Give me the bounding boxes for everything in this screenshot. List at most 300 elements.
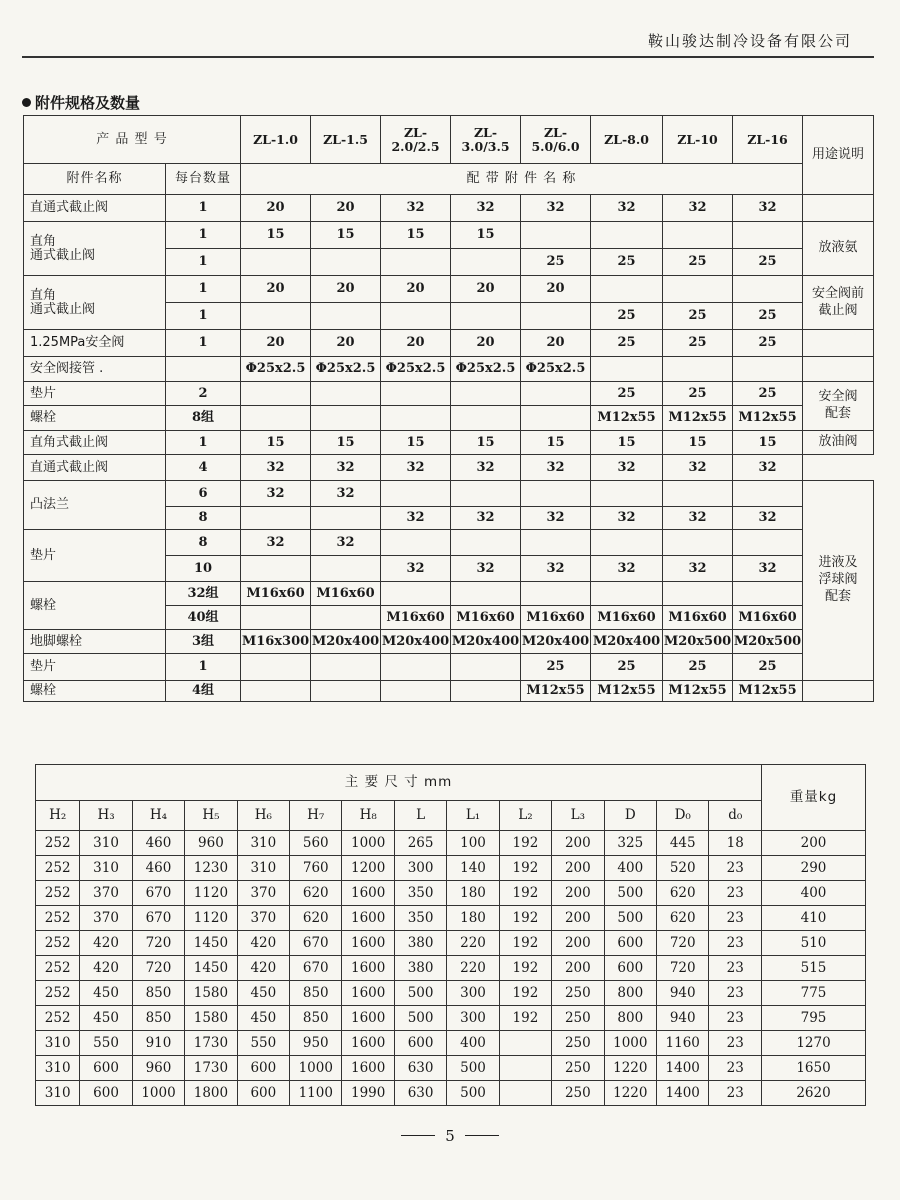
value-cell: 32 [591, 455, 663, 481]
value-cell: 25 [591, 330, 663, 357]
accessory-name: 直通式截止阀 [24, 195, 166, 222]
table-row [36, 1031, 866, 1056]
dimension-cell: 252 [36, 906, 80, 931]
value-cell: Φ25x2.5 [521, 357, 591, 382]
use-cell-empty [803, 195, 874, 222]
dimension-cell: 1120 [185, 906, 237, 931]
value-cell [311, 681, 381, 702]
dimension-cell: 460 [132, 831, 184, 856]
dimension-cell: 940 [657, 981, 709, 1006]
value-cell: M16x60 [451, 606, 521, 630]
table-row [24, 164, 874, 195]
dimension-cell: 200 [552, 906, 604, 931]
dimension-cell: 23 [709, 981, 762, 1006]
dimension-column-header: H₆ [237, 801, 289, 831]
value-cell: Φ25x2.5 [381, 357, 451, 382]
dimension-cell: 200 [552, 856, 604, 881]
value-cell: 32 [451, 195, 521, 222]
model-cell: ZL- 3.0/3.5 [451, 116, 521, 164]
dimension-cell: 670 [132, 906, 184, 931]
dimension-cell: 220 [447, 931, 499, 956]
value-cell: 32 [381, 556, 451, 582]
dimension-cell: 620 [290, 906, 342, 931]
dimension-column-header: D₀ [657, 801, 709, 831]
value-cell: 20 [311, 276, 381, 303]
use-cell-empty [803, 681, 874, 702]
accessory-name: 直通式截止阀 [24, 455, 166, 481]
dimension-cell: 265 [394, 831, 446, 856]
use-cell: 放油阀 [803, 431, 874, 455]
dimension-cell: 450 [237, 981, 289, 1006]
dimension-cell: 1600 [342, 956, 394, 981]
value-cell [381, 582, 451, 606]
value-cell [451, 406, 521, 431]
dimension-column-header: L [394, 801, 446, 831]
qty-cell: 4 [166, 455, 241, 481]
weight-header: 重量kg [762, 765, 866, 831]
qty-cell: 1 [166, 654, 241, 681]
dimension-table [35, 764, 866, 1106]
value-cell: M20x400 [451, 630, 521, 654]
value-cell: 32 [733, 507, 803, 530]
dimension-cell: 1990 [342, 1081, 394, 1106]
value-cell [451, 249, 521, 276]
dimension-cell: 23 [709, 856, 762, 881]
dimension-cell: 1600 [342, 1056, 394, 1081]
dimension-cell: 1800 [185, 1081, 237, 1106]
dimension-cell: 850 [290, 1006, 342, 1031]
qty-cell: 40组 [166, 606, 241, 630]
value-cell: 32 [451, 507, 521, 530]
dimension-cell: 250 [552, 1031, 604, 1056]
value-cell: M12x55 [591, 406, 663, 431]
table-row [24, 382, 874, 406]
qty-header: 每台数量 [166, 164, 241, 195]
value-cell [381, 654, 451, 681]
use-cell-empty [803, 330, 874, 357]
value-cell: 32 [381, 195, 451, 222]
dimension-cell: 1580 [185, 981, 237, 1006]
accessory-name: 螺栓 [24, 582, 166, 630]
dimension-cell: 220 [447, 956, 499, 981]
table-row [24, 481, 874, 507]
dimension-column-header: L₃ [552, 801, 604, 831]
dimension-cell: 850 [132, 1006, 184, 1031]
accessory-name: 直角式截止阀 [24, 431, 166, 455]
dimension-cell: 620 [657, 906, 709, 931]
dimension-cell [499, 1031, 551, 1056]
dimension-cell: 940 [657, 1006, 709, 1031]
dimension-cell: 100 [447, 831, 499, 856]
table-row [36, 931, 866, 956]
dimension-cell: 960 [185, 831, 237, 856]
dimension-column-header: d₀ [709, 801, 762, 831]
value-cell: 25 [733, 249, 803, 276]
value-cell [663, 276, 733, 303]
value-cell: 25 [591, 382, 663, 406]
qty-cell: 3组 [166, 630, 241, 654]
dimension-cell: 370 [80, 881, 132, 906]
dimension-column-header: H₇ [290, 801, 342, 831]
dimension-cell: 310 [237, 856, 289, 881]
value-cell: 32 [311, 530, 381, 556]
dimension-cell: 500 [604, 906, 656, 931]
table-row [24, 330, 874, 357]
table-row [36, 765, 866, 801]
dimension-cell: 325 [604, 831, 656, 856]
qty-cell: 1 [166, 303, 241, 330]
value-cell [521, 481, 591, 507]
dimension-cell: 1600 [342, 1006, 394, 1031]
value-cell: 15 [241, 222, 311, 249]
dimension-cell: 520 [657, 856, 709, 881]
weight-cell: 410 [762, 906, 866, 931]
dimension-cell: 310 [36, 1081, 80, 1106]
dimension-cell: 370 [237, 906, 289, 931]
value-cell: 20 [521, 330, 591, 357]
dimension-cell: 23 [709, 1006, 762, 1031]
dimension-cell: 350 [394, 881, 446, 906]
value-cell [311, 606, 381, 630]
value-cell [733, 481, 803, 507]
value-cell: 32 [591, 195, 663, 222]
dimension-column-header: L₁ [447, 801, 499, 831]
value-cell: M20x400 [381, 630, 451, 654]
value-cell: 32 [241, 530, 311, 556]
dimension-cell: 350 [394, 906, 446, 931]
accessory-name: 垫片 [24, 382, 166, 406]
use-header: 用途说明 [803, 116, 874, 195]
dimension-cell: 200 [552, 956, 604, 981]
qty-cell: 6 [166, 481, 241, 507]
dimension-cell: 600 [604, 931, 656, 956]
value-cell [381, 249, 451, 276]
dimension-cell: 1580 [185, 1006, 237, 1031]
value-cell [451, 582, 521, 606]
table-row [24, 630, 874, 654]
dimension-cell: 380 [394, 956, 446, 981]
table-row [36, 831, 866, 856]
value-cell: M16x60 [311, 582, 381, 606]
value-cell [311, 654, 381, 681]
dimension-cell: 620 [657, 881, 709, 906]
dimension-cell: 420 [80, 956, 132, 981]
value-cell [381, 303, 451, 330]
value-cell [521, 382, 591, 406]
dimension-cell: 192 [499, 906, 551, 931]
value-cell: M12x55 [733, 406, 803, 431]
dimension-cell: 250 [552, 1081, 604, 1106]
dimension-cell: 1400 [657, 1081, 709, 1106]
dimension-cell: 252 [36, 1006, 80, 1031]
table-row [24, 222, 874, 249]
value-cell [311, 556, 381, 582]
weight-cell: 795 [762, 1006, 866, 1031]
table-row [24, 582, 874, 606]
dimension-cell: 460 [132, 856, 184, 881]
value-cell: 20 [241, 330, 311, 357]
dimension-cell: 192 [499, 831, 551, 856]
dimension-cell: 1600 [342, 931, 394, 956]
value-cell [733, 222, 803, 249]
footer-dash-left [401, 1135, 435, 1136]
dimension-cell: 1000 [132, 1081, 184, 1106]
dimension-cell: 23 [709, 1081, 762, 1106]
dimension-cell: 950 [290, 1031, 342, 1056]
value-cell: Φ25x2.5 [311, 357, 381, 382]
table-row [24, 357, 874, 382]
value-cell [591, 582, 663, 606]
dimension-cell: 200 [552, 881, 604, 906]
dimension-cell: 600 [237, 1081, 289, 1106]
dimension-column-header: D [604, 801, 656, 831]
value-cell: 32 [451, 556, 521, 582]
value-cell: 25 [733, 330, 803, 357]
dimension-cell: 600 [394, 1031, 446, 1056]
company-name: 鞍山骏达制冷设备有限公司 [647, 32, 852, 50]
value-cell: M12x55 [521, 681, 591, 702]
table-row [36, 881, 866, 906]
value-cell: M16x60 [381, 606, 451, 630]
dimension-cell: 420 [80, 931, 132, 956]
dimension-cell: 250 [552, 981, 604, 1006]
value-cell [381, 382, 451, 406]
weight-cell: 1270 [762, 1031, 866, 1056]
dimension-cell: 250 [552, 1056, 604, 1081]
dimension-cell: 1600 [342, 906, 394, 931]
dimension-cell: 445 [657, 831, 709, 856]
value-cell: M20x400 [521, 630, 591, 654]
dimension-cell: 180 [447, 906, 499, 931]
dimension-cell: 720 [657, 956, 709, 981]
value-cell: 32 [521, 195, 591, 222]
table-row [36, 856, 866, 881]
table-row [36, 956, 866, 981]
dimension-cell: 252 [36, 956, 80, 981]
value-cell [591, 357, 663, 382]
dimension-cell: 500 [604, 881, 656, 906]
dimension-cell: 192 [499, 881, 551, 906]
value-cell: 25 [663, 654, 733, 681]
dimension-cell [499, 1056, 551, 1081]
qty-cell: 1 [166, 249, 241, 276]
value-cell [241, 654, 311, 681]
value-cell: 25 [663, 382, 733, 406]
accessory-name: 安全阀接管 . [24, 357, 166, 382]
accessory-name: 直角 通式截止阀 [24, 276, 166, 330]
value-cell: 32 [663, 507, 733, 530]
value-cell: Φ25x2.5 [241, 357, 311, 382]
dimension-cell: 23 [709, 906, 762, 931]
value-cell: 15 [381, 431, 451, 455]
weight-cell: 200 [762, 831, 866, 856]
accessory-name: 直角 通式截止阀 [24, 222, 166, 276]
value-cell: 20 [241, 276, 311, 303]
dimension-cell: 560 [290, 831, 342, 856]
dimension-cell: 310 [237, 831, 289, 856]
dimension-cell: 400 [604, 856, 656, 881]
dimension-column-header: H₅ [185, 801, 237, 831]
table-row [24, 681, 874, 702]
dimension-cell: 500 [447, 1056, 499, 1081]
footer-dash-right [465, 1135, 499, 1136]
value-cell [591, 222, 663, 249]
value-cell: 32 [381, 455, 451, 481]
dimension-cell: 370 [80, 906, 132, 931]
dimension-cell: 960 [132, 1056, 184, 1081]
section-title-text: 附件规格及数量 [35, 94, 141, 112]
value-cell [451, 681, 521, 702]
value-cell: M16x60 [663, 606, 733, 630]
dimension-cell: 252 [36, 981, 80, 1006]
dimension-cell: 23 [709, 956, 762, 981]
dimension-cell: 630 [394, 1081, 446, 1106]
dimension-column-header: H₃ [80, 801, 132, 831]
dimension-cell: 850 [290, 981, 342, 1006]
dimension-cell: 1600 [342, 881, 394, 906]
value-cell: M16x60 [521, 606, 591, 630]
value-cell [451, 530, 521, 556]
value-cell: 15 [311, 431, 381, 455]
value-cell [663, 481, 733, 507]
dimension-cell: 1000 [290, 1056, 342, 1081]
qty-cell: 1 [166, 276, 241, 303]
value-cell: 25 [591, 654, 663, 681]
dimension-cell: 300 [394, 856, 446, 881]
dimension-cell: 300 [447, 981, 499, 1006]
value-cell [451, 481, 521, 507]
dimension-cell: 500 [394, 1006, 446, 1031]
value-cell: 20 [521, 276, 591, 303]
qty-cell: 8 [166, 530, 241, 556]
value-cell: 32 [241, 481, 311, 507]
bullet-icon [22, 98, 31, 107]
dimension-cell: 200 [552, 831, 604, 856]
qty-cell: 2 [166, 382, 241, 406]
dimension-cell: 18 [709, 831, 762, 856]
value-cell: 20 [311, 330, 381, 357]
model-cell: ZL-10 [663, 116, 733, 164]
dimension-title: 主 要 尺 寸 mm [36, 765, 762, 801]
dimension-cell: 252 [36, 931, 80, 956]
table-row [24, 654, 874, 681]
table-row [36, 1006, 866, 1031]
table-row [36, 981, 866, 1006]
dimension-cell: 500 [394, 981, 446, 1006]
value-cell [241, 556, 311, 582]
table-row [24, 530, 874, 556]
value-cell: 32 [241, 455, 311, 481]
value-cell [521, 222, 591, 249]
value-cell [381, 406, 451, 431]
value-cell: M12x55 [591, 681, 663, 702]
dimension-cell: 192 [499, 856, 551, 881]
value-cell: 25 [663, 249, 733, 276]
value-cell [521, 406, 591, 431]
table-row [24, 195, 874, 222]
value-cell: 32 [311, 481, 381, 507]
qty-cell: 1 [166, 195, 241, 222]
dimension-cell: 250 [552, 1006, 604, 1031]
dimension-cell: 620 [290, 881, 342, 906]
value-cell [381, 481, 451, 507]
dimension-cell: 23 [709, 1056, 762, 1081]
use-cell-empty [803, 357, 874, 382]
value-cell: 32 [451, 455, 521, 481]
value-cell: 32 [591, 507, 663, 530]
value-cell: 20 [381, 276, 451, 303]
weight-cell: 400 [762, 881, 866, 906]
value-cell [521, 303, 591, 330]
dimension-cell: 1450 [185, 956, 237, 981]
qty-cell [166, 357, 241, 382]
value-cell: 32 [733, 455, 803, 481]
dimension-cell: 600 [604, 956, 656, 981]
value-cell: 15 [733, 431, 803, 455]
dimension-cell: 420 [237, 931, 289, 956]
value-cell: 25 [733, 382, 803, 406]
value-cell: 25 [733, 303, 803, 330]
value-cell [733, 530, 803, 556]
page-number: 5 [445, 1127, 455, 1145]
accessory-name: 螺栓 [24, 681, 166, 702]
model-cell: ZL-1.5 [311, 116, 381, 164]
value-cell: M12x55 [663, 406, 733, 431]
dimension-cell: 310 [80, 856, 132, 881]
table-row [36, 906, 866, 931]
name-header: 附件名称 [24, 164, 166, 195]
value-cell [241, 681, 311, 702]
value-cell: M12x55 [663, 681, 733, 702]
dimension-cell: 192 [499, 1006, 551, 1031]
table-row [36, 1056, 866, 1081]
dimension-cell: 1450 [185, 931, 237, 956]
dimension-cell: 192 [499, 956, 551, 981]
value-cell: 32 [591, 556, 663, 582]
dimension-cell: 1220 [604, 1081, 656, 1106]
value-cell [381, 530, 451, 556]
dimension-cell: 850 [132, 981, 184, 1006]
value-cell: Φ25x2.5 [451, 357, 521, 382]
value-cell: 25 [591, 249, 663, 276]
value-cell [241, 406, 311, 431]
table-row [24, 431, 874, 455]
page-footer [0, 1127, 900, 1145]
value-cell: 20 [381, 330, 451, 357]
dimension-column-header: L₂ [499, 801, 551, 831]
dimension-cell: 1730 [185, 1031, 237, 1056]
dimension-cell: 310 [36, 1056, 80, 1081]
dimension-cell: 720 [657, 931, 709, 956]
value-cell: 20 [451, 276, 521, 303]
value-cell: 32 [381, 507, 451, 530]
value-cell: 15 [451, 431, 521, 455]
dimension-cell: 1230 [185, 856, 237, 881]
use-cell: 放液氨 [803, 222, 874, 276]
accessory-name: 垫片 [24, 530, 166, 582]
weight-cell: 510 [762, 931, 866, 956]
accessory-name-header: 配 带 附 件 名 称 [241, 164, 803, 195]
dimension-cell: 1160 [657, 1031, 709, 1056]
value-cell [381, 681, 451, 702]
qty-cell: 8组 [166, 406, 241, 431]
table-row [24, 276, 874, 303]
accessory-name: 凸法兰 [24, 481, 166, 530]
value-cell [663, 530, 733, 556]
dimension-cell: 252 [36, 831, 80, 856]
value-cell: M20x400 [311, 630, 381, 654]
value-cell [451, 654, 521, 681]
